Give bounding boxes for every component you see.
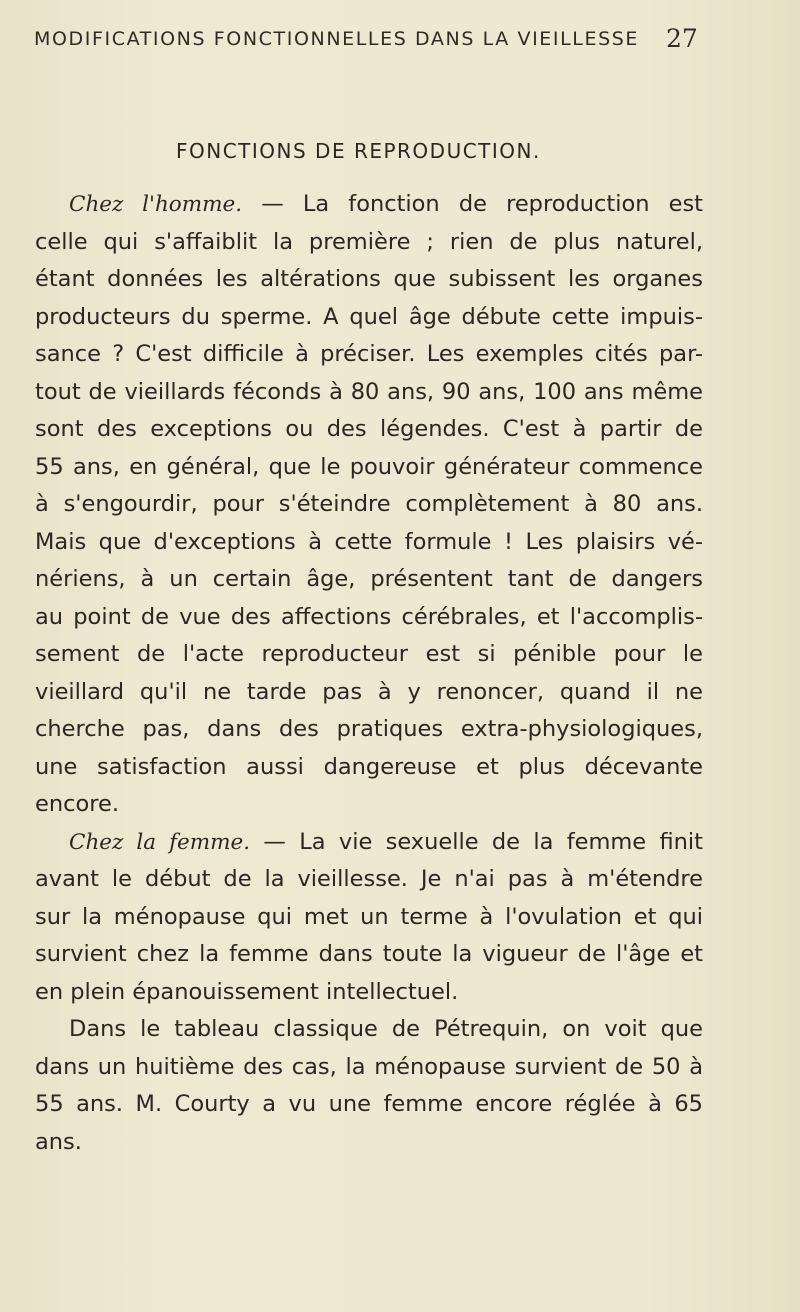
- text-line: celle qui s'affaiblit la première ; rien de plus naturel,: [35, 228, 703, 255]
- text-line: sance ? C'est difficile à préciser. Les exemples cités par-: [35, 341, 703, 367]
- text-line: 55 ans. M. Courty a vu une femme encore réglée à 65: [35, 1091, 703, 1117]
- text-line: ans.: [35, 1128, 82, 1155]
- body-text: [35, 186, 703, 1161]
- text-line: survient chez la femme dans toute la vigueur de l'âge et: [35, 941, 703, 967]
- text-line: encore.: [35, 791, 119, 817]
- text-line: en plein épanouissement intellectuel.: [35, 978, 459, 1005]
- text-line: [35, 824, 703, 862]
- text-line: sont des exceptions ou des légendes. C'est à partir de: [35, 416, 703, 442]
- running-head: MODIFICATIONS FONCTIONNELLES DANS LA VIEILLESSE: [34, 28, 639, 50]
- text-line: sement de l'acte reproducteur est si pénible pour le: [35, 641, 703, 667]
- text-run: — La vie sexuelle de la femme finit: [250, 828, 703, 855]
- text-line: producteurs du sperme. A quel âge débute cette impuis-: [35, 303, 703, 330]
- text-line: 55 ans, en général, que le pouvoir générateur commence: [35, 453, 703, 480]
- paragraph-lead: Chez la femme.: [69, 829, 251, 855]
- text-line: vieillard qu'il ne tarde pas à y renoncer, quand il ne: [35, 678, 703, 705]
- text-line: [35, 186, 703, 224]
- text-line: cherche pas, dans des pratiques extra-physiologiques,: [35, 716, 703, 742]
- paragraph-lead: Chez l'homme.: [69, 192, 243, 217]
- text-line: Dans le tableau classique de Pétrequin, on voit que: [69, 1016, 703, 1042]
- text-line: au point de vue des affections cérébrales, et l'accomplis-: [35, 603, 703, 630]
- text-line: étant données les altérations que subissent les organes: [35, 266, 703, 292]
- text-line: nériens, à un certain âge, présentent tant de dangers: [35, 566, 703, 592]
- text-line: avant le début de la vieillesse. Je n'ai pas à m'étendre: [35, 866, 703, 892]
- text-line: une satisfaction aussi dangereuse et plus décevante: [35, 753, 703, 780]
- text-line: dans un huitième des cas, la ménopause survient de 50 à: [35, 1053, 703, 1080]
- section-title: FONCTIONS DE REPRODUCTION.: [176, 139, 541, 163]
- text-line: sur la ménopause qui met un terme à l'ovulation et qui: [35, 903, 703, 930]
- text-run: — La fonction de reproduction est: [242, 191, 703, 217]
- text-line: Mais que d'exceptions à cette formule ! Les plaisirs vé-: [35, 528, 703, 555]
- text-line: à s'engourdir, pour s'éteindre complètement à 80 ans.: [35, 491, 703, 517]
- page-number: 27: [666, 24, 698, 53]
- text-line: tout de vieillards féconds à 80 ans, 90 ans, 100 ans même: [35, 378, 703, 405]
